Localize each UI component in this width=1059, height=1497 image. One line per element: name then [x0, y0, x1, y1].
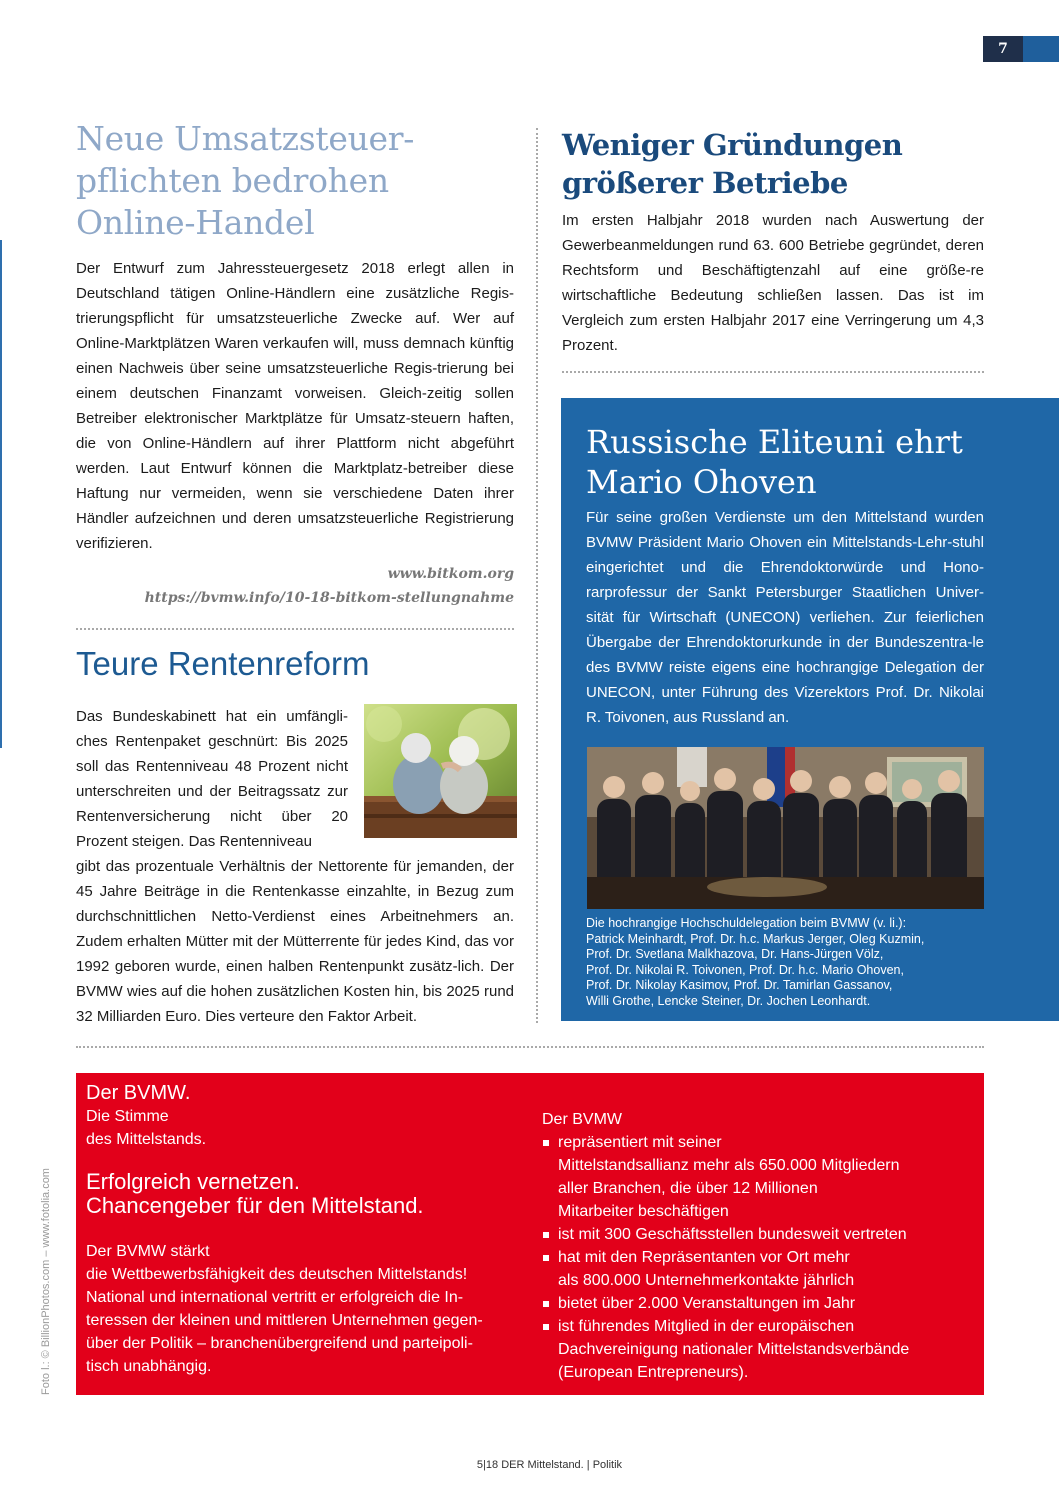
bvmw-strengthens-line: teressen der kleinen und mittleren Unternehmen gegen-: [86, 1312, 483, 1329]
heading-line: Mario Ohoven: [586, 463, 817, 501]
delegation-group-photo: [587, 747, 984, 909]
section-divider-right: [562, 371, 984, 373]
bvmw-list-lead: Der BVMW: [542, 1111, 622, 1128]
bvmw-subtitle-line: Die Stimme: [86, 1108, 169, 1125]
list-item-line: hat mit den Repräsentanten vor Ort mehr: [558, 1249, 850, 1266]
slogan-line: Erfolgreich vernetzen.: [86, 1169, 300, 1194]
heading-line: Online-Handel: [76, 203, 315, 242]
caption-line: Prof. Dr. Nikolay Kasimov, Prof. Dr. Tamirlan Gassanov,: [586, 978, 893, 992]
article-gruendungen-heading: [562, 126, 984, 202]
left-edge-rule: [0, 240, 2, 748]
list-item-line: (European Entrepreneurs).: [558, 1364, 749, 1381]
heading-line: Russische Eliteuni ehrt: [586, 423, 963, 461]
caption-line: Patrick Meinhardt, Prof. Dr. h.c. Markus Jerger, Oleg Kuzmin,: [586, 931, 925, 946]
page-footer: [0, 1459, 1059, 1471]
page-number-badge: [983, 36, 1023, 62]
article-eliteuni-body: Für seine großen Verdienste um den Mittelstand wurden BVMW Präsident Mario Ohoven ein Mittelstands-Lehr-stuhl eingerichtet und die Ehrendoktorwürde und Hono-rarprofessur der Sankt Petersburger Staatlichen Univer-sität für Wirtschaft (UNECON) verliehen. Zur feierlichen Übergabe der Ehrendoktorurkunde in der Bundeszentra-le des BVMW reiste eigens eine hochrangige Delegation der UNECON, unter Führung des Vizerektors Prof. Dr. Nikolai R. Toivonen, aus Russland an.: [586, 509, 984, 726]
list-item-line: Mitarbeiter beschäftigen: [558, 1203, 729, 1220]
page-number-accent-bar: [1023, 36, 1059, 62]
article-eliteuni-heading: [586, 422, 1006, 502]
list-item: [542, 1292, 962, 1315]
rentenreform-photo: [364, 704, 517, 838]
bvmw-subtitle-line: des Mittelstands.: [86, 1131, 207, 1148]
bvmw-strengthens-line: National und international vertritt er erfolgreich die In-: [86, 1289, 464, 1306]
list-item-line: Dachvereinigung nationaler Mittelstandsverbände: [558, 1341, 910, 1358]
article-umsatzsteuer-heading: [76, 118, 514, 244]
footer-magazine: DER Mittelstand.: [501, 1459, 584, 1471]
list-item-line: bietet über 2.000 Veranstaltungen im Jahr: [558, 1295, 856, 1312]
article-eliteuni-box: [561, 398, 1059, 1021]
bvmw-info-right: [542, 1108, 962, 1384]
list-item-line: als 800.000 Unternehmerkontakte jährlich: [558, 1272, 855, 1289]
delegation-photo-caption: [586, 916, 986, 1009]
bvmw-slogan: [86, 1170, 514, 1218]
list-item: [542, 1131, 962, 1223]
caption-line: Prof. Dr. Svetlana Malkhazova, Dr. Hans-Jürgen Völz,: [586, 947, 884, 961]
section-divider-left: [76, 628, 514, 630]
page-number: 7: [998, 41, 1008, 57]
heading-line: Neue Umsatzsteuer-: [76, 119, 415, 158]
footer-issue: 5|18: [476, 1459, 499, 1471]
list-item-line: aller Branchen, die über 12 Millionen: [558, 1180, 818, 1197]
list-item-line: ist führendes Mitglied in der europäischen: [558, 1318, 855, 1335]
article-rentenreform-body: gibt das prozentuale Verhältnis der Nettorente für jemanden, der 45 Jahre Beiträge in die Rentenkasse einzahlte, in Bezug zum durchschnittlichen Netto-Verdienst eines Arbeitnehmers an. Zudem erhalten Mütter mit der Mütterrente für jedes Kind, das vor 1992 geboren wurde, einen halben Rentenpunkt zusätz-lich. Der BVMW wies auf die hohen zusätzlichen Kosten hin, bis 2025 rund 32 Milliarden Euro. Dies verteure den Faktor Arbeit.: [76, 858, 514, 1025]
list-item-line: Mittelstandsallianz mehr als 650.000 Mitgliedern: [558, 1157, 900, 1174]
heading-line: größerer Betriebe: [562, 166, 848, 200]
bvmw-title: Der BVMW.: [86, 1082, 191, 1104]
caption-line: Prof. Dr. Nikolai R. Toivonen, Prof. Dr. h.c. Mario Ohoven,: [586, 962, 904, 977]
caption-line: Die hochrangige Hochschuldelegation beim BVMW (v. li.):: [586, 916, 907, 930]
footer-section: | Politik: [586, 1459, 623, 1471]
heading-line: pflichten bedrohen: [76, 161, 389, 200]
article-rentenreform-heading: Teure Rentenreform: [76, 645, 370, 682]
source-link-bvmw[interactable]: https://bvmw.info/10-18-bitkom-stellungnahme: [144, 590, 514, 606]
slogan-line: Chancengeber für den Mittelstand.: [86, 1193, 424, 1218]
bvmw-info-left: [86, 1081, 514, 1378]
bvmw-strengthens-line: tisch unabhängig.: [86, 1358, 212, 1375]
delegation-photo-image: [587, 747, 984, 909]
elderly-couple-on-bench-image: [364, 704, 517, 838]
article-rentenreform: [76, 644, 514, 1029]
photo-credit: Foto l.: © BillionPhotos.com – www.fotolia.com: [40, 1168, 52, 1395]
list-item-line: ist mit 300 Geschäftsstellen bundesweit vertreten: [558, 1226, 907, 1243]
article-umsatzsteuer: [76, 118, 514, 610]
column-divider: [536, 128, 538, 1023]
bvmw-strengthens-lead: Der BVMW stärkt: [86, 1243, 210, 1260]
article-rentenreform-body-wrapped: Das Bundeskabinett hat ein umfängli-ches Rentenpaket geschnürt: Bis 2025 soll das Rentenniveau 48 Prozent nicht unterschreiten und der Beitragssatz zur Rentenversicherung nicht über 20 Prozent steigen. Das Rentenniveau: [76, 708, 348, 850]
list-item: [542, 1246, 962, 1292]
bvmw-strengthens-line: über der Politik – branchenübergreifend und parteipoli-: [86, 1335, 473, 1352]
list-item: [542, 1315, 962, 1384]
bvmw-info-box: [76, 1073, 984, 1395]
section-divider-bottom: [76, 1046, 984, 1048]
caption-line: Willi Grothe, Lencke Steiner, Dr. Jochen Leonhardt.: [586, 993, 871, 1008]
list-item: [542, 1223, 962, 1246]
article-umsatzsteuer-body: Der Entwurf zum Jahressteuergesetz 2018 erlegt allen in Deutschland tätigen Online-Händlern eine zusätzliche Regis-trierungspflicht für umsatzsteuerliche Zwecke auf. Wer auf Online-Marktplätzen Waren verkaufen will, muss demnach künftig einen Nachweis über seine umsatzsteuerliche Regis-trierung bei einem deutschen Finanzamt vorweisen. Gleich-zeitig sollen Betreiber elektronischer Marktplätze für Umsatz-steuern haften, die von Online-Händlern auf ihrer Plattform nicht abgeführt werden. Laut Entwurf können die Marktplatz-betreiber diese Haftung nur vermeiden, wenn sie verschiedene Daten ihrer Händler aufzeichnen und deren umsatzsteuerliche Registrierung verifizieren.: [76, 260, 514, 552]
list-item-line: repräsentiert mit seiner: [558, 1134, 722, 1151]
article-gruendungen: [562, 126, 984, 358]
source-link-bitkom[interactable]: www.bitkom.org: [387, 566, 514, 582]
bvmw-facts-list: [542, 1131, 962, 1384]
heading-line: Weniger Gründungen: [562, 128, 903, 162]
article-gruendungen-body: Im ersten Halbjahr 2018 wurden nach Auswertung der Gewerbeanmeldungen rund 63. 600 Betriebe gegründet, deren Rechtsform und Beschäftigtenzahl auf eine größe-re wirtschaftliche Bedeutung schließen lassen. Das ist im Vergleich zum ersten Halbjahr 2017 eine Verringerung um 4,3 Prozent.: [562, 212, 984, 354]
bvmw-strengthens-line: die Wettbewerbsfähigkeit des deutschen Mittelstands!: [86, 1266, 468, 1283]
